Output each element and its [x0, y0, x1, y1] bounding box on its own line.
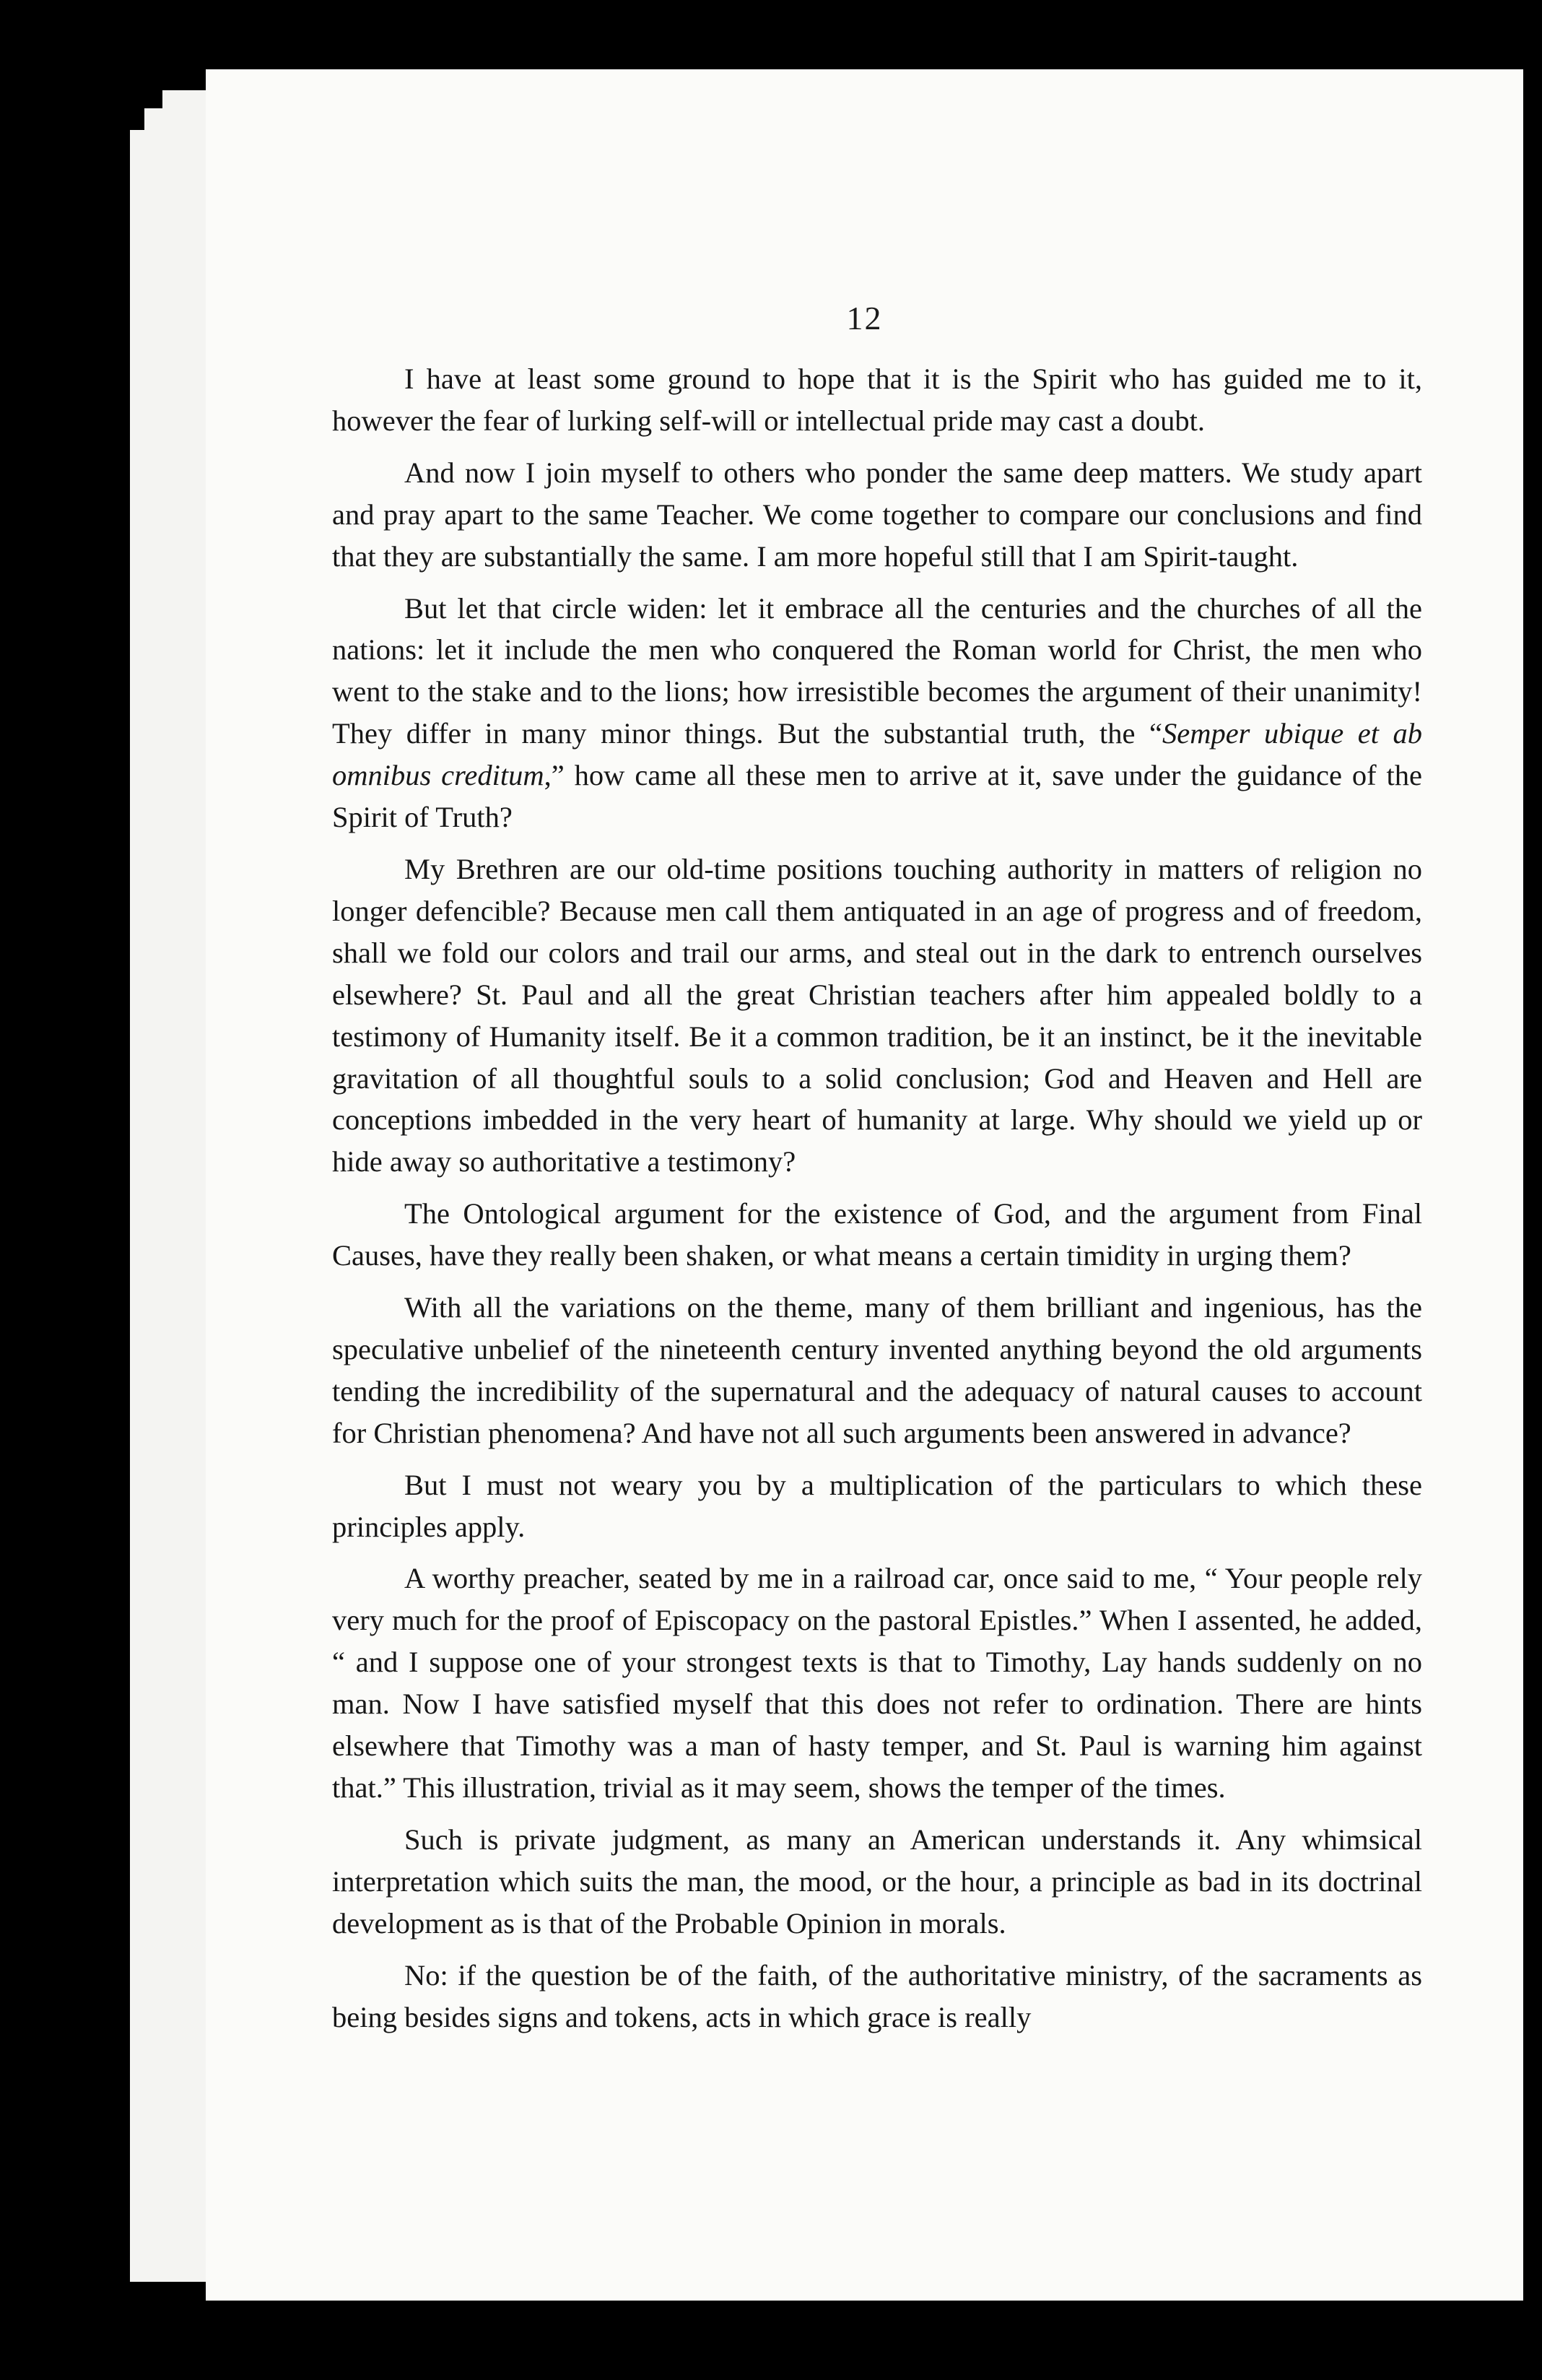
paragraph-4: My Brethren are our old-time positions touching authority in matters of religion no longer defencible? Because men call them antiquated in an age of progress and of freedom, shall we fold our colors and trail our arms, and steal out in the dark to entrench ourselves elsewhere? St. Paul and all the great Christian teachers after him appealed boldly to a testimony of Humanity itself. Be it a common tradition, be it an instinct, be it the inevitable gravitation of all thoughtful souls to a solid conclusion; God and Heaven and Hell are conceptions imbedded in the very heart of humanity at large. Why should we yield up or hide away so authoritative a testimony?	[332, 852, 1422, 1178]
paragraph-10: No: if the question be of the faith, of the authoritative ministry, of the sacraments as being besides signs and tokens, acts in which grace is really	[332, 1958, 1422, 2033]
paragraph-2: And now I join myself to others who ponder the same deep matters. We study apart and pray apart to the same Teacher. We come together to compare our conclusions and find that they are substantially the same. I am more hopeful still that I am Spirit-taught.	[332, 456, 1422, 573]
paragraph-9: Such is private judgment, as many an American understands it. Any whimsical interpretation which suits the man, the mood, or the hour, a principle as bad in its doctrinal development as is that of the Probable Opinion in morals.	[332, 1823, 1422, 1940]
body-text	[332, 358, 1422, 2048]
page-number: 12	[846, 300, 883, 336]
paragraph-3-text-after: ,” how came all these men to arrive at it, save under the guidance of the Spirit of Truth?	[332, 759, 1422, 834]
paragraph-8: A worthy preacher, seated by me in a railroad car, once said to me, “ Your people rely very much for the proof of Episcopacy on the pastoral Epistles.” When I assented, he added, “ and I suppose one of your strongest texts is that to Timothy, Lay hands suddenly on no man. Now I have satisfied myself that this does not refer to ordination. There are hints elsewhere that Timothy was a man of hasty temper, and St. Paul is warning him against that.” This illustration, trivial as it may seem, shows the temper of the times.	[332, 1562, 1422, 1804]
paragraph-3	[332, 588, 1422, 838]
paragraph-3-text-before: But let that circle widen: let it embrace all the centuries and the churches of all the nations: let it include the men who conquered the Roman world for Christ, the men who went to the stake and to the lions; how irresistible becomes the argument of their unanimity! They differ in many minor things. But the substantial truth, the “	[332, 591, 1422, 750]
paragraph-1: I have at least some ground to hope that it is the Spirit who has guided me to it, however the fear of lurking self-will or intellectual pride may cast a doubt.	[332, 362, 1422, 437]
paragraph-7: But I must not weary you by a multiplication of the particulars to which these principles apply.	[332, 1468, 1422, 1543]
latin-quotation: Semper ubique et ab omnibus creditum	[332, 717, 1422, 792]
document-page	[206, 69, 1523, 2301]
paragraph-6: With all the variations on the theme, many of them brilliant and ingenious, has the speculative unbelief of the nineteenth century invented anything beyond the old arguments tending the incredibility of the supernatural and the adequacy of natural causes to account for Christian phenomena? And have not all such arguments been answered in advance?	[332, 1291, 1422, 1449]
paragraph-5: The Ontological argument for the existence of God, and the argument from Final Causes, have they really been shaken, or what means a certain timidity in urging them?	[332, 1197, 1422, 1272]
